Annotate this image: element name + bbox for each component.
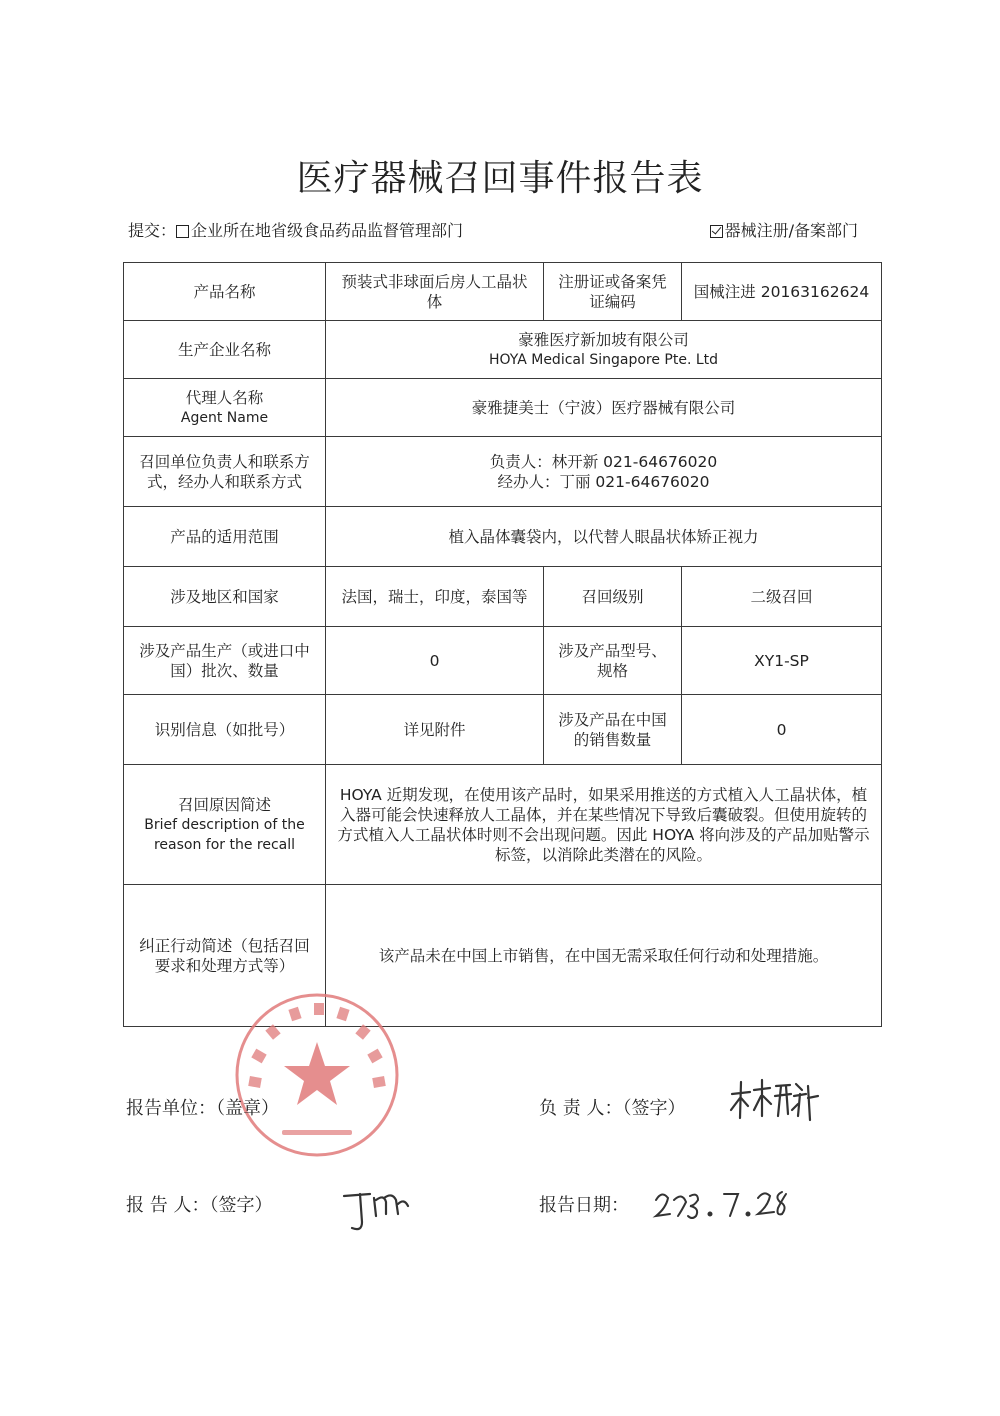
china-qty-label: 涉及产品在中国的销售数量	[544, 695, 682, 765]
provincial-dept-checkbox[interactable]	[176, 225, 189, 238]
provincial-dept-label: 企业所在地省级食品药品监督管理部门	[191, 221, 464, 240]
responsible-label: 负 责 人：（签字）	[539, 1098, 686, 1119]
table-row	[124, 695, 882, 765]
table-row	[124, 437, 882, 507]
report-date-label: 报告日期：	[539, 1195, 629, 1216]
product-name-label: 产品名称	[124, 263, 326, 321]
reason-value: HOYA 近期发现，在使用该产品时，如果采用推送的方式植入人工晶状体，植入器可能会快速释放人工晶体，并在某些情况下导致后囊破裂。但使用旋转的方式植入人工晶状体时则不会出现问题。因此 HOYA 将向涉及的产品加贴警示标签，以消除此类潜在的风险。	[326, 765, 882, 885]
agent-label-en: Agent Name	[180, 409, 269, 426]
registration-dept-checkbox[interactable]	[710, 225, 723, 238]
model-value: XY1-SP	[682, 627, 882, 695]
manufacturer-cn: 豪雅医疗新加坡有限公司	[518, 330, 689, 349]
report-date-handwritten	[652, 1186, 792, 1222]
model-label: 涉及产品型号、规格	[544, 627, 682, 695]
reason-label	[124, 765, 326, 885]
ident-value: 详见附件	[326, 695, 544, 765]
table-row	[124, 263, 882, 321]
scope-label: 产品的适用范围	[124, 507, 326, 567]
reason-label-en: Brief description of the reason for the recall	[144, 816, 305, 853]
contact-label: 召回单位负责人和联系方式，经办人和联系方式	[124, 437, 326, 507]
table-row	[124, 321, 882, 379]
table-row	[124, 627, 882, 695]
report-unit-label: 报告单位：（盖章）	[126, 1098, 279, 1119]
batch-label: 涉及产品生产（或进口中国）批次、数量	[124, 627, 326, 695]
submit-right	[710, 218, 858, 241]
reporter-label: 报 告 人：（签字）	[126, 1195, 273, 1216]
submit-prefix: 提交：	[128, 221, 177, 240]
region-value: 法国，瑞士，印度，泰国等	[326, 567, 544, 627]
ident-label: 识别信息（如批号）	[124, 695, 326, 765]
china-qty-value: 0	[682, 695, 882, 765]
level-value: 二级召回	[682, 567, 882, 627]
registration-dept-label: 器械注册/备案部门	[724, 221, 858, 240]
action-value: 该产品未在中国上市销售，在中国无需采取任何行动和处理措施。	[326, 885, 882, 1027]
manufacturer-en: HOYA Medical Singapore Pte. Ltd	[488, 351, 719, 368]
reason-label-cn: 召回原因简述	[177, 795, 271, 814]
reporter-signature	[340, 1184, 410, 1236]
batch-value: 0	[326, 627, 544, 695]
recall-report-table	[123, 262, 882, 1027]
contact-handler: 经办人：丁丽 021-64676020	[497, 472, 710, 491]
contact-value	[326, 437, 882, 507]
submit-line	[128, 218, 858, 242]
table-row	[124, 765, 882, 885]
table-row	[124, 567, 882, 627]
manufacturer-label: 生产企业名称	[124, 321, 326, 379]
submit-left	[128, 218, 463, 241]
reg-no-value: 国械注进 20163162624	[682, 263, 882, 321]
action-label: 纠正行动简述（包括召回要求和处理方式等）	[124, 885, 326, 1027]
page-title: 医疗器械召回事件报告表	[296, 158, 704, 199]
contact-responsible: 负责人：林开新 021-64676020	[489, 452, 718, 471]
agent-value: 豪雅捷美士（宁波）医疗器械有限公司	[326, 379, 882, 437]
reg-no-label: 注册证或备案凭证编码	[544, 263, 682, 321]
agent-label-cn: 代理人名称	[185, 388, 264, 407]
responsible-signature	[728, 1076, 820, 1126]
company-seal-stamp	[232, 990, 402, 1160]
manufacturer-value	[326, 321, 882, 379]
agent-label	[124, 379, 326, 437]
table-row	[124, 507, 882, 567]
region-label: 涉及地区和国家	[124, 567, 326, 627]
scope-value: 植入晶体囊袋内，以代替人眼晶状体矫正视力	[326, 507, 882, 567]
table-row	[124, 379, 882, 437]
product-name-value: 预装式非球面后房人工晶状体	[326, 263, 544, 321]
level-label: 召回级别	[544, 567, 682, 627]
